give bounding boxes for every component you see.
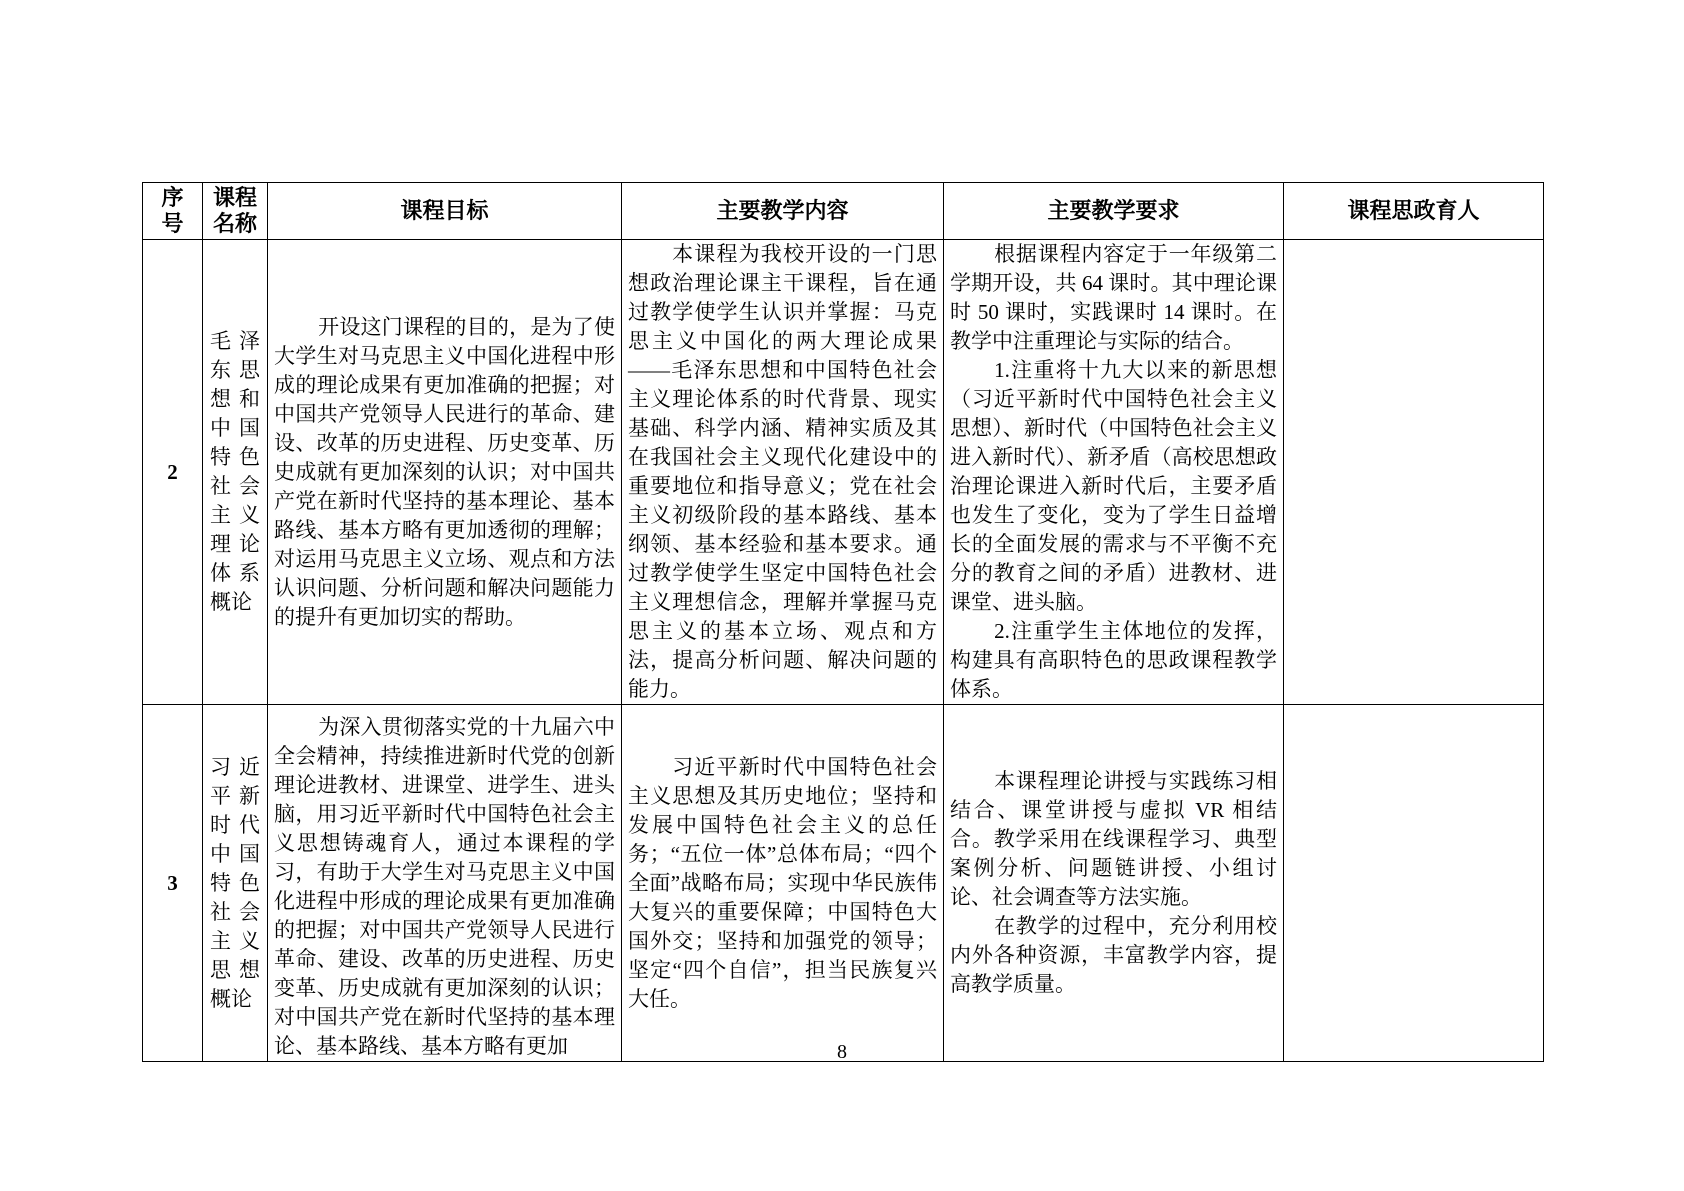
header-row bbox=[143, 183, 1544, 240]
row-3-course-name-text: 习近平新时代中国特色社会主义思想概论 bbox=[210, 754, 260, 1011]
table-row bbox=[143, 705, 1544, 1062]
table-row bbox=[143, 240, 1544, 705]
header-course-name bbox=[203, 183, 268, 240]
row-2-index: 2 bbox=[143, 240, 203, 705]
header-teaching-requirements: 主要教学要求 bbox=[944, 183, 1284, 240]
course-table bbox=[142, 182, 1544, 1062]
header-serial-number-label: 序号 bbox=[161, 185, 184, 236]
row-3-objectives: 为深入贯彻落实党的十九届六中全会精神，持续推进新时代党的创新理论进教材、进课堂、进学生、进头脑，用习近平新时代中国特色社会主义思想铸魂育人，通过本课程的学习，有助于大学生对马克思主义中国化进程中形成的理论成果有更加准确的把握；对中国共产党领导人民进行革命、建设、改革的历史进程、历史变革、历史成就有更加深刻的认识；对中国共产党在新时代坚持的基本理论、基本路线、基本方略有更加 bbox=[268, 705, 622, 1062]
header-serial-number bbox=[143, 183, 203, 240]
row-2-ideology bbox=[1284, 240, 1544, 705]
header-teaching-content: 主要教学内容 bbox=[622, 183, 944, 240]
row-2-objectives: 开设这门课程的目的，是为了使大学生对马克思主义中国化进程中形成的理论成果有更加准确的把握；对中国共产党领导人民进行的革命、建设、改革的历史进程、历史变革、历史成就有更加深刻的认识；对中国共产党在新时代坚持的基本理论、基本路线、基本方略有更加透彻的理解；对运用马克思主义立场、观点和方法认识问题、分析问题和解决问题能力的提升有更加切实的帮助。 bbox=[268, 240, 622, 705]
row-2-content: 本课程为我校开设的一门思想政治理论课主干课程，旨在通过教学使学生认识并掌握：马克思主义中国化的两大理论成果——毛泽东思想和中国特色社会主义理论体系的时代背景、现实基础、科学内涵、精神实质及其在我国社会主义现代化建设中的重要地位和指导意义；党在社会主义初级阶段的基本路线、基本纲领、基本经验和基本要求。通过教学使学生坚定中国特色社会主义理想信念，理解并掌握马克思主义的基本立场、观点和方法，提高分析问题、解决问题的能力。 bbox=[622, 240, 944, 705]
row-3-index: 3 bbox=[143, 705, 203, 1062]
row-3-requirements: 本课程理论讲授与实践练习相结合、课堂讲授与虚拟 VR 相结合。教学采用在线课程学习、典型案例分析、问题链讲授、小组讨论、社会调查等方法实施。 在教学的过程中，充分利用校内外各种资源，丰富教学内容，提高教学质量。 bbox=[944, 705, 1284, 1062]
row-3-course-name bbox=[203, 705, 268, 1062]
row-2-requirements: 根据课程内容定于一年级第二学期开设，共 64 课时。其中理论课时 50 课时，实践课时 14 课时。在教学中注重理论与实际的结合。 1.注重将十九大以来的新思想（习近平新时代中国特色社会主义思想）、新时代（中国特色社会主义进入新时代）、新矛盾（高校思想政治理论课进入新时代后，主要矛盾也发生了变化，变为了学生日益增长的全面发展的需求与不平衡不充分的教育之间的矛盾）进教材、进课堂、进头脑。 2.注重学生主体地位的发挥，构建具有高职特色的思政课程教学体系。 bbox=[944, 240, 1284, 705]
row-2-course-name-text: 毛泽东思想和中国特色社会主义理论体系概论 bbox=[210, 329, 260, 614]
row-3-ideology bbox=[1284, 705, 1544, 1062]
header-ideology-education: 课程思政育人 bbox=[1284, 183, 1544, 240]
row-2-course-name bbox=[203, 240, 268, 705]
page-number: 8 bbox=[837, 1041, 847, 1063]
header-course-objectives: 课程目标 bbox=[268, 183, 622, 240]
row-3-content: 习近平新时代中国特色社会主义思想及其历史地位；坚持和发展中国特色社会主义的总任务；“五位一体”总体布局；“四个全面”战略布局；实现中华民族伟大复兴的重要保障；中国特色大国外交；坚持和加强党的领导；坚定“四个自信”，担当民族复兴大任。 bbox=[622, 705, 944, 1062]
header-course-name-label: 课程名称 bbox=[212, 185, 257, 236]
